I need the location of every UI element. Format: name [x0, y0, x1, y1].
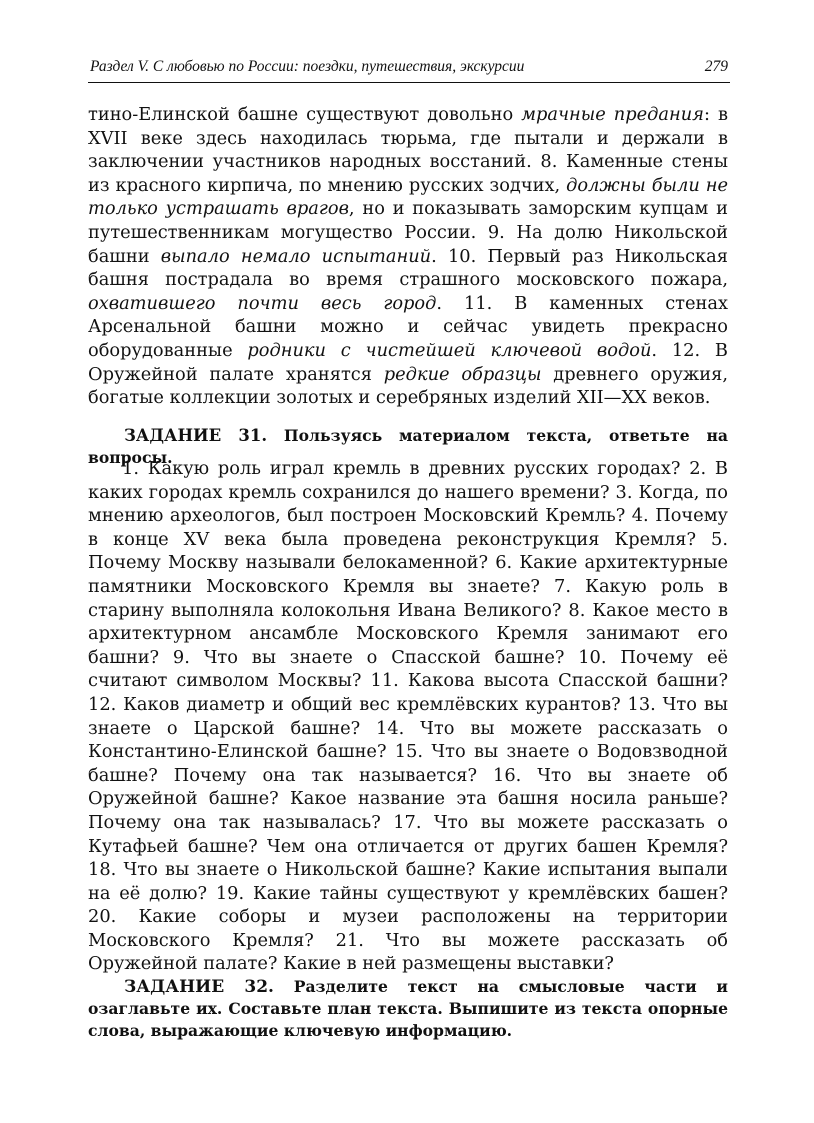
text-run: , но и показывать заморским купцам и путешественникам могущество России. 9. На долю Никольской башни	[88, 198, 728, 267]
italic-phrase: выпало немало испытаний	[160, 245, 432, 267]
task-31-label: ЗАДАНИЕ 31.	[124, 426, 268, 445]
text-run: . 12. В Оружейной палате хранятся	[88, 339, 729, 385]
text-run: . 10. Первый раз Никольская башня пострадала во время страшного московского пожара,	[88, 245, 728, 291]
questions-paragraph: 1. Какую роль играл кремль в древних русских городах? 2. В каких городах кремль сохранился до нашего времени? 3. Когда, по мнению археологов, был построен Московский Кремль? 4. Почему в конце XV века была проведена реконструкция Кремля? 5. Почему Москву называли белокаменной? 6. Какие архитектурные памятники Московского Кремля вы знаете? 7. Какую роль в старину выполняла колокольня Ивана Великого? 8. Какое место в архитектурном ансамбле Московского Кремля занимают его башни? 9. Что вы знаете о Спасской башне? 10. Почему её считают символом Москвы? 11. Какова высота Спасской башни? 12. Каков диаметр и общий вес кремлёвских курантов? 13. Что вы знаете о Царской башне? 14. Что вы можете рассказать о Константино-Елинской башне? 15. Что вы знаете о Водовзводной башне? Почему она так называется? 16. Что вы знаете об Оружейной башне? Какое название эта башня носила раньше? Почему она так называлась? 17. Что вы можете рассказать о Кутафьей башне? Чем она отличается от других башен Кремля? 18. Что вы знаете о Никольской башне? Какие испытания выпали на её долю? 19. Какие тайны существуют у кремлёвских башен? 20. Какие соборы и музеи расположены на территории Московского Кремля? 21. Что вы можете рассказать об Оружейной палате? Какие в ней размещены выставки?	[88, 458, 728, 975]
paragraph-1	[88, 103, 728, 410]
italic-phrase: мрачные предания	[521, 104, 704, 125]
paragraph-continued	[88, 103, 728, 410]
header-divider	[88, 82, 730, 83]
italic-phrase: охватившего почти весь город	[88, 292, 437, 314]
page-number: 279	[704, 58, 728, 75]
task-32-text: Разделите текст на смысловые части и озаглавьте их. Составьте план текста. Выпишите из текста опорные слова, выражающие ключевую информацию.	[88, 977, 728, 1040]
italic-phrase: редкие образцы	[383, 363, 542, 385]
running-header	[88, 58, 730, 84]
text-run: : в XVII веке здесь находилась тюрьма, где пытали и держали в заключении участников народных восстаний. 8. Каменные стены из красного кирпича, по мнению русских зодчих,	[88, 104, 728, 196]
text-run: тино-Елинской башне существуют довольно	[88, 104, 522, 125]
italic-phrase: должны были не только устрашать врагов	[88, 174, 728, 220]
task-31-text: Пользуясь материалом текста, ответьте на вопросы.	[88, 426, 728, 467]
italic-phrase: родники с чистейшей ключевой водой	[247, 339, 652, 361]
questions-block	[88, 457, 728, 976]
task-32-paragraph	[88, 976, 728, 1042]
task-32-label: ЗАДАНИЕ 32.	[124, 977, 274, 997]
header-title: Раздел V. С любовью по России: поездки, путешествия, экскурсии	[90, 58, 525, 75]
task-32-heading	[88, 976, 728, 1042]
text-run: древнего оружия, богатые коллекции золотых и серебряных изделий XII—XX веков.	[88, 363, 728, 409]
text-run: . 11. В каменных стенах Арсенальной башни можно и сейчас увидеть прекрасно оборудованные	[88, 292, 728, 361]
